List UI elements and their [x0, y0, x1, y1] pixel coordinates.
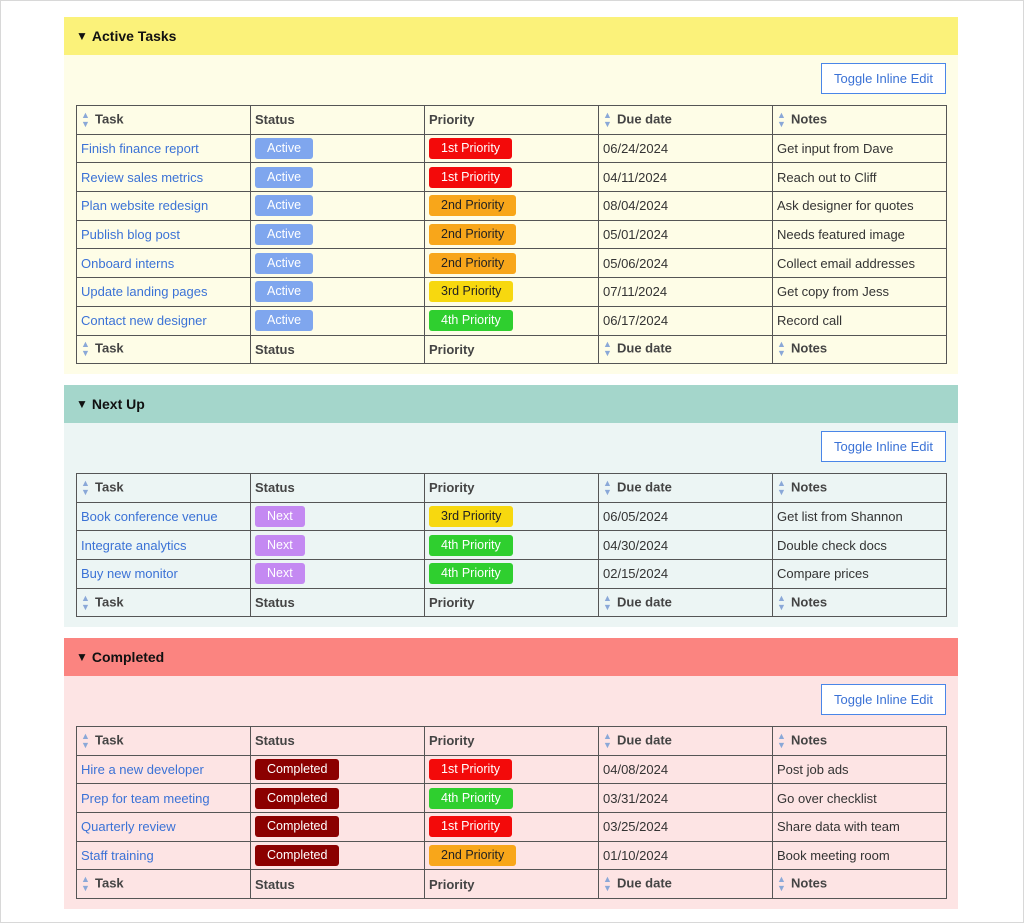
status-cell	[251, 134, 425, 163]
task-link[interactable]: Contact new designer	[81, 313, 207, 329]
notes-cell: Double check docs	[773, 531, 947, 560]
section-active	[64, 17, 958, 374]
status-cell	[251, 220, 425, 249]
due-date-cell: 03/25/2024	[599, 813, 773, 842]
priority-cell	[425, 755, 599, 784]
collapse-caret-icon[interactable]: ▼	[76, 29, 88, 43]
due-date-cell: 05/06/2024	[599, 249, 773, 278]
priority-cell	[425, 220, 599, 249]
col-header-label: Task	[95, 594, 124, 610]
priority-badge: 3rd Priority	[429, 506, 513, 527]
section-toolbar	[76, 431, 946, 463]
col-header-label: Notes	[791, 594, 828, 610]
priority-badge: 2nd Priority	[429, 224, 516, 245]
section-toolbar	[76, 684, 946, 716]
priority-cell	[425, 306, 599, 335]
section-toolbar	[76, 63, 946, 95]
col-header-priority	[425, 727, 599, 756]
table-row	[77, 841, 947, 870]
due-date-cell: 06/05/2024	[599, 502, 773, 531]
task-cell	[77, 755, 251, 784]
col-header-notes[interactable]	[773, 727, 947, 756]
priority-badge: 4th Priority	[429, 535, 513, 556]
task-cell	[77, 249, 251, 278]
notes-cell: Book meeting room	[773, 841, 947, 870]
sort-icon[interactable]: ▲ ▼	[777, 874, 786, 894]
col-header-priority	[425, 106, 599, 135]
col-header-label: Due date	[617, 732, 672, 748]
table-row	[77, 192, 947, 221]
task-cell	[77, 784, 251, 813]
section-title: Completed	[91, 649, 165, 665]
due-date-cell: 01/10/2024	[599, 841, 773, 870]
task-cell	[77, 560, 251, 589]
col-header-label: Priority	[429, 480, 475, 496]
col-header-due[interactable]	[599, 335, 773, 364]
task-link[interactable]: Publish blog post	[81, 227, 181, 243]
due-date-cell: 04/08/2024	[599, 755, 773, 784]
status-badge: Active	[255, 281, 313, 302]
task-cell	[77, 192, 251, 221]
status-badge: Completed	[255, 816, 339, 837]
col-header-label: Priority	[429, 876, 475, 892]
status-cell	[251, 560, 425, 589]
sort-icon[interactable]: ▲ ▼	[603, 109, 612, 129]
task-cell	[77, 220, 251, 249]
toggle-inline-edit-button[interactable]: Toggle Inline Edit	[821, 63, 946, 94]
priority-cell	[425, 784, 599, 813]
col-header-label: Priority	[429, 112, 475, 128]
notes-cell: Get list from Shannon	[773, 502, 947, 531]
status-cell	[251, 502, 425, 531]
table-footer-row	[77, 335, 947, 364]
col-header-label: Task	[95, 111, 124, 127]
collapse-caret-icon[interactable]: ▼	[76, 650, 88, 664]
status-badge: Next	[255, 506, 305, 527]
col-header-label: Status	[255, 876, 295, 892]
col-header-due[interactable]	[599, 474, 773, 503]
due-date-cell: 07/11/2024	[599, 278, 773, 307]
sort-icon[interactable]: ▲ ▼	[81, 109, 90, 129]
status-badge: Active	[255, 195, 313, 216]
col-header-label: Due date	[617, 111, 672, 127]
priority-cell	[425, 560, 599, 589]
col-header-task[interactable]	[77, 727, 251, 756]
notes-cell: Collect email addresses	[773, 249, 947, 278]
table-row	[77, 134, 947, 163]
col-header-status	[251, 106, 425, 135]
due-date-cell: 04/30/2024	[599, 531, 773, 560]
section-header-active[interactable]	[64, 17, 958, 55]
notes-cell: Compare prices	[773, 560, 947, 589]
priority-badge: 2nd Priority	[429, 845, 516, 866]
task-link[interactable]: Prep for team meeting	[81, 790, 210, 806]
notes-cell: Record call	[773, 306, 947, 335]
col-header-status	[251, 727, 425, 756]
col-header-label: Status	[255, 733, 295, 749]
col-header-label: Task	[95, 340, 124, 356]
table-row	[77, 531, 947, 560]
priority-cell	[425, 813, 599, 842]
priority-cell	[425, 531, 599, 560]
section-next	[64, 385, 958, 627]
due-date-cell: 08/04/2024	[599, 192, 773, 221]
status-badge: Next	[255, 563, 305, 584]
col-header-label: Status	[255, 112, 295, 128]
due-date-cell: 02/15/2024	[599, 560, 773, 589]
col-header-due[interactable]	[599, 588, 773, 617]
col-header-notes[interactable]	[773, 588, 947, 617]
sort-icon[interactable]: ▲ ▼	[603, 730, 612, 750]
task-table	[76, 726, 947, 899]
col-header-due[interactable]	[599, 870, 773, 899]
task-link[interactable]: Review sales metrics	[81, 169, 204, 185]
task-cell	[77, 502, 251, 531]
table-row	[77, 278, 947, 307]
col-header-label: Notes	[791, 111, 828, 127]
table-header-row	[77, 727, 947, 756]
sort-icon[interactable]: ▲ ▼	[777, 477, 786, 497]
section-header-next[interactable]	[64, 385, 958, 423]
collapse-caret-icon[interactable]: ▼	[76, 397, 88, 411]
task-cell	[77, 531, 251, 560]
status-badge: Completed	[255, 788, 339, 809]
col-header-status	[251, 335, 425, 364]
status-cell	[251, 249, 425, 278]
status-badge: Active	[255, 138, 313, 159]
task-link[interactable]: Finish finance report	[81, 141, 199, 157]
col-header-label: Due date	[617, 340, 672, 356]
task-table	[76, 105, 947, 364]
sort-icon[interactable]: ▲ ▼	[81, 477, 90, 497]
toggle-inline-edit-button[interactable]: Toggle Inline Edit	[821, 431, 946, 462]
col-header-status	[251, 474, 425, 503]
sort-icon[interactable]: ▲ ▼	[81, 730, 90, 750]
notes-cell: Post job ads	[773, 755, 947, 784]
priority-badge: 4th Priority	[429, 310, 513, 331]
due-date-cell: 06/24/2024	[599, 134, 773, 163]
table-row	[77, 163, 947, 192]
col-header-label: Task	[95, 875, 124, 891]
col-header-task[interactable]	[77, 106, 251, 135]
status-badge: Next	[255, 535, 305, 556]
status-badge: Active	[255, 253, 313, 274]
section-title: Next Up	[91, 396, 145, 412]
sort-icon[interactable]: ▲ ▼	[777, 730, 786, 750]
task-cell	[77, 813, 251, 842]
sort-icon[interactable]: ▲ ▼	[603, 874, 612, 894]
sort-icon[interactable]: ▲ ▼	[777, 109, 786, 129]
col-header-label: Due date	[617, 875, 672, 891]
col-header-label: Priority	[429, 341, 475, 357]
table-row	[77, 220, 947, 249]
priority-badge: 1st Priority	[429, 138, 512, 159]
due-date-cell: 03/31/2024	[599, 784, 773, 813]
col-header-label: Notes	[791, 875, 828, 891]
col-header-notes[interactable]	[773, 335, 947, 364]
col-header-notes[interactable]	[773, 106, 947, 135]
priority-cell	[425, 192, 599, 221]
section-completed	[64, 638, 958, 909]
task-link[interactable]: Hire a new developer	[81, 762, 204, 778]
priority-badge: 2nd Priority	[429, 253, 516, 274]
task-link[interactable]: Quarterly review	[81, 819, 176, 835]
col-header-priority	[425, 870, 599, 899]
sort-icon[interactable]: ▲ ▼	[81, 874, 90, 894]
sort-icon[interactable]: ▲ ▼	[81, 592, 90, 612]
col-header-label: Due date	[617, 594, 672, 610]
table-row	[77, 249, 947, 278]
col-header-label: Status	[255, 341, 295, 357]
status-badge: Active	[255, 224, 313, 245]
section-body	[64, 55, 958, 374]
priority-cell	[425, 841, 599, 870]
priority-cell	[425, 163, 599, 192]
col-header-label: Status	[255, 595, 295, 611]
status-cell	[251, 306, 425, 335]
priority-badge: 2nd Priority	[429, 195, 516, 216]
status-badge: Completed	[255, 759, 339, 780]
status-badge: Active	[255, 167, 313, 188]
priority-cell	[425, 278, 599, 307]
col-header-label: Priority	[429, 595, 475, 611]
table-row	[77, 560, 947, 589]
task-cell	[77, 841, 251, 870]
col-header-label: Notes	[791, 340, 828, 356]
col-header-label: Notes	[791, 479, 828, 495]
task-cell	[77, 278, 251, 307]
col-header-priority	[425, 588, 599, 617]
col-header-task[interactable]	[77, 870, 251, 899]
col-header-label: Task	[95, 479, 124, 495]
task-cell	[77, 306, 251, 335]
notes-cell: Reach out to Cliff	[773, 163, 947, 192]
toggle-inline-edit-button[interactable]: Toggle Inline Edit	[821, 684, 946, 715]
status-cell	[251, 278, 425, 307]
status-cell	[251, 755, 425, 784]
table-row	[77, 755, 947, 784]
col-header-label: Priority	[429, 733, 475, 749]
task-link[interactable]: Buy new monitor	[81, 566, 178, 582]
sort-icon[interactable]: ▲ ▼	[81, 339, 90, 359]
status-cell	[251, 192, 425, 221]
sort-icon[interactable]: ▲ ▼	[777, 339, 786, 359]
priority-cell	[425, 502, 599, 531]
table-row	[77, 306, 947, 335]
col-header-due[interactable]	[599, 727, 773, 756]
table-row	[77, 813, 947, 842]
table-row	[77, 502, 947, 531]
notes-cell: Get copy from Jess	[773, 278, 947, 307]
priority-badge: 3rd Priority	[429, 281, 513, 302]
col-header-task[interactable]	[77, 335, 251, 364]
due-date-cell: 04/11/2024	[599, 163, 773, 192]
status-cell	[251, 163, 425, 192]
col-header-status	[251, 588, 425, 617]
section-body	[64, 423, 958, 627]
priority-badge: 4th Priority	[429, 788, 513, 809]
table-row	[77, 784, 947, 813]
notes-cell: Share data with team	[773, 813, 947, 842]
task-cell	[77, 163, 251, 192]
section-title: Active Tasks	[91, 28, 177, 44]
task-link[interactable]: Plan website redesign	[81, 198, 209, 214]
status-badge: Completed	[255, 845, 339, 866]
task-link[interactable]: Integrate analytics	[81, 537, 187, 553]
sort-icon[interactable]: ▲ ▼	[777, 592, 786, 612]
status-cell	[251, 531, 425, 560]
table-footer-row	[77, 870, 947, 899]
col-header-task[interactable]	[77, 588, 251, 617]
table-footer-row	[77, 588, 947, 617]
priority-cell	[425, 249, 599, 278]
col-header-label: Task	[95, 732, 124, 748]
section-header-completed[interactable]	[64, 638, 958, 676]
notes-cell: Go over checklist	[773, 784, 947, 813]
col-header-status	[251, 870, 425, 899]
status-cell	[251, 841, 425, 870]
col-header-notes[interactable]	[773, 474, 947, 503]
sort-icon[interactable]: ▲ ▼	[603, 477, 612, 497]
sort-icon[interactable]: ▲ ▼	[603, 339, 612, 359]
notes-cell: Ask designer for quotes	[773, 192, 947, 221]
status-cell	[251, 784, 425, 813]
task-table	[76, 473, 947, 617]
col-header-label: Notes	[791, 732, 828, 748]
col-header-label: Status	[255, 480, 295, 496]
status-badge: Active	[255, 310, 313, 331]
col-header-notes[interactable]	[773, 870, 947, 899]
col-header-priority	[425, 335, 599, 364]
notes-cell: Get input from Dave	[773, 134, 947, 163]
notes-cell: Needs featured image	[773, 220, 947, 249]
priority-badge: 1st Priority	[429, 167, 512, 188]
col-header-priority	[425, 474, 599, 503]
col-header-due[interactable]	[599, 106, 773, 135]
task-link[interactable]: Staff training	[81, 848, 154, 864]
section-body	[64, 676, 958, 909]
sort-icon[interactable]: ▲ ▼	[603, 592, 612, 612]
task-link[interactable]: Book conference venue	[81, 509, 218, 525]
due-date-cell: 06/17/2024	[599, 306, 773, 335]
task-link[interactable]: Onboard interns	[81, 255, 175, 271]
status-cell	[251, 813, 425, 842]
priority-badge: 1st Priority	[429, 759, 512, 780]
col-header-task[interactable]	[77, 474, 251, 503]
priority-badge: 1st Priority	[429, 816, 512, 837]
table-header-row	[77, 474, 947, 503]
task-cell	[77, 134, 251, 163]
priority-cell	[425, 134, 599, 163]
priority-badge: 4th Priority	[429, 563, 513, 584]
col-header-label: Due date	[617, 479, 672, 495]
task-link[interactable]: Update landing pages	[81, 284, 208, 300]
due-date-cell: 05/01/2024	[599, 220, 773, 249]
table-header-row	[77, 106, 947, 135]
